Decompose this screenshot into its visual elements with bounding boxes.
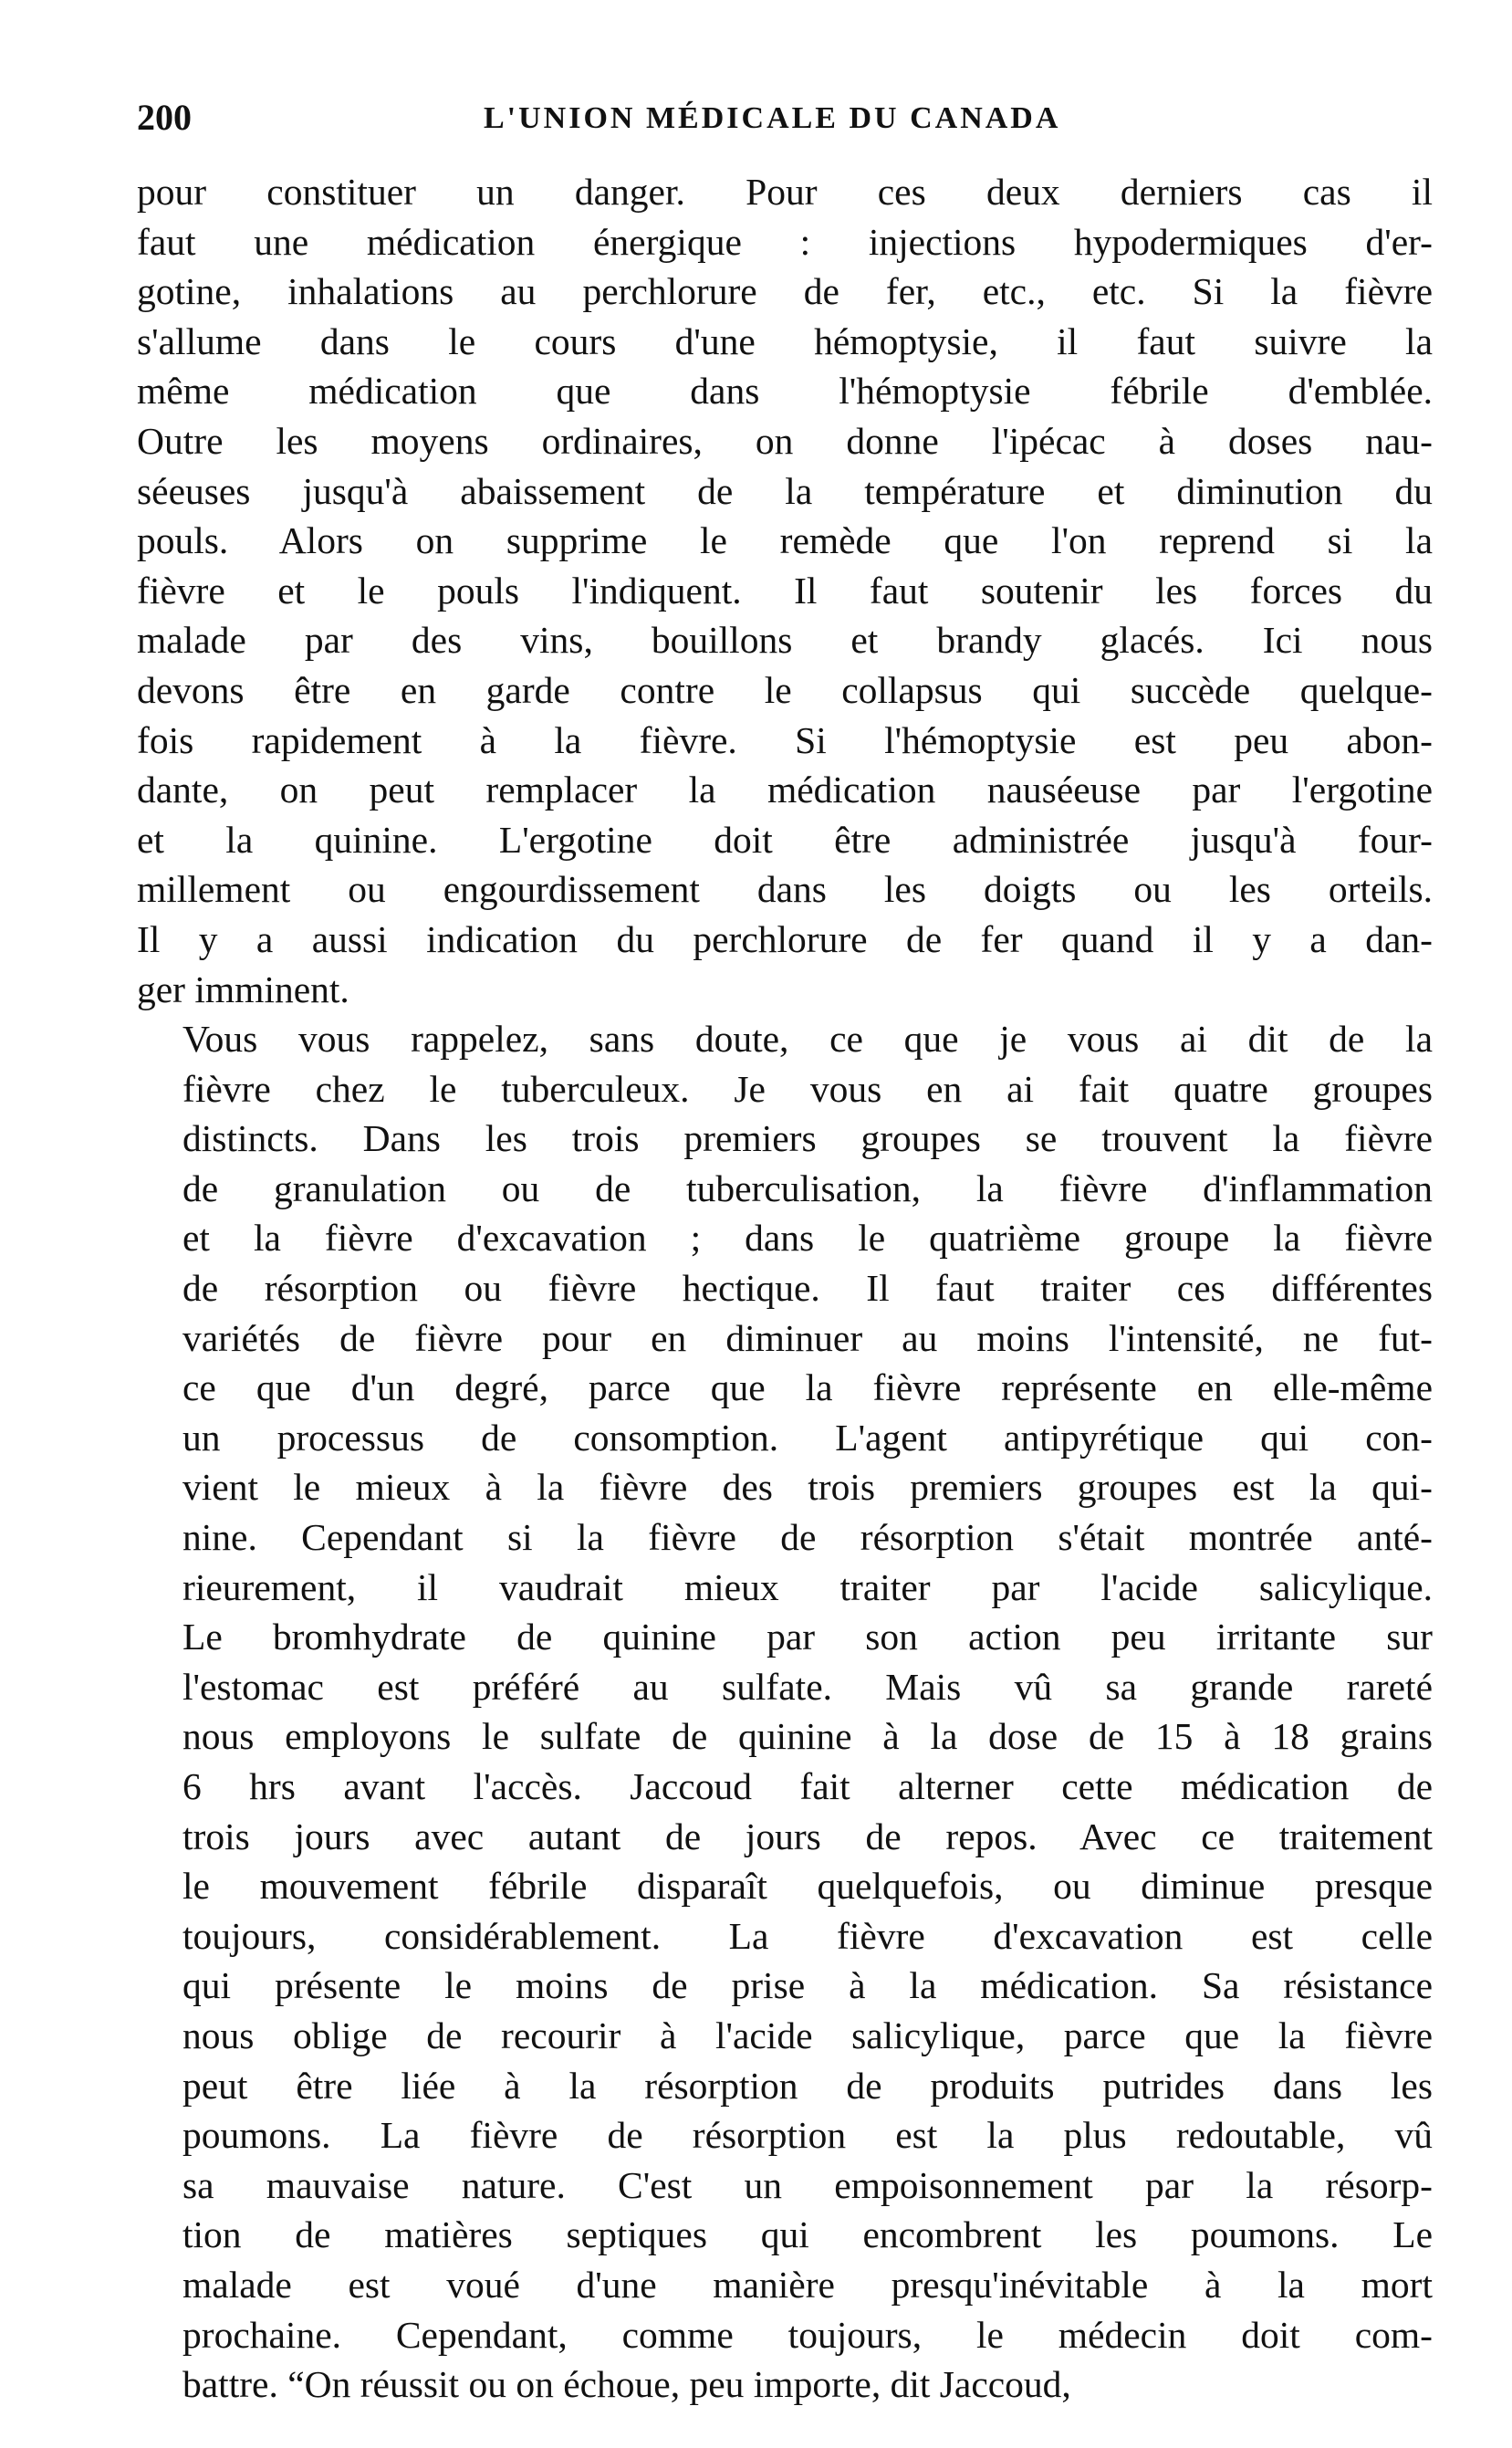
text-line: le mouvement fébrile disparaît quelquefois, ou diminue presque: [182, 1865, 1433, 1908]
text-line: l'estomac est préféré au sulfate. Mais vû sa grande rareté: [182, 1665, 1433, 1708]
page-number: 200: [137, 97, 192, 138]
paragraph: [137, 167, 1433, 1014]
text-line: toujours, considérablement. La fièvre d'excavation est celle: [182, 1914, 1433, 1957]
text-line: faut une médication énergique : injections hypodermiques d'er-: [137, 220, 1433, 263]
text-line: rieurement, il vaudrait mieux traiter par l'acide salicylique.: [182, 1565, 1433, 1608]
text-line: et la quinine. L'ergotine doit être administrée jusqu'à four-: [137, 818, 1433, 861]
text-line: ger imminent.: [137, 968, 349, 1010]
text-line: nous oblige de recourir à l'acide salicylique, parce que la fièvre: [182, 2014, 1433, 2056]
text-line: prochaine. Cependant, comme toujours, le médecin doit com-: [182, 2313, 1433, 2356]
text-line: fièvre chez le tuberculeux. Je vous en ai fait quatre groupes: [182, 1067, 1433, 1110]
text-line: variétés de fièvre pour en diminuer au moins l'intensité, ne fut-: [182, 1316, 1433, 1359]
text-line: dante, on peut remplacer la médication nauséeuse par l'ergotine: [137, 769, 1433, 811]
text-line: poumons. La fièvre de résorption est la plus redoutable, vû: [182, 2114, 1433, 2157]
text-line: vient le mieux à la fièvre des trois premiers groupes est la qui-: [182, 1466, 1433, 1509]
text-line: Le bromhydrate de quinine par son action peu irritante sur: [182, 1616, 1433, 1658]
page-header: [137, 87, 1433, 151]
text-line: trois jours avec autant de jours de repos. Avec ce traitement: [182, 1815, 1433, 1857]
text-line: Vous vous rappelez, sans doute, ce que je vous ai dit de la: [182, 1018, 1433, 1061]
text-line: peut être liée à la résorption de produits putrides dans les: [182, 2064, 1433, 2107]
text-line: fois rapidement à la fièvre. Si l'hémoptysie est peu abon-: [137, 718, 1433, 761]
text-line: gotine, inhalations au perchlorure de fer, etc., etc. Si la fièvre: [137, 270, 1433, 313]
paragraph: [137, 1014, 1433, 2410]
text-line: Il y a aussi indication du perchlorure de fer quand il y a dan-: [137, 917, 1433, 960]
text-line: devons être en garde contre le collapsus qui succède quelque-: [137, 668, 1433, 711]
book-page: [137, 87, 1433, 2410]
text-line: millement ou engourdissement dans les doigts ou les orteils.: [137, 868, 1433, 911]
text-line: malade est voué d'une manière presqu'inévitable à la mort: [182, 2263, 1433, 2306]
text-line: Outre les moyens ordinaires, on donne l'ipécac à doses nau-: [137, 419, 1433, 462]
text-line: distincts. Dans les trois premiers groupes se trouvent la fièvre: [182, 1117, 1433, 1160]
text-line: un processus de consomption. L'agent antipyrétique qui con-: [182, 1416, 1433, 1459]
running-title: L'UNION MÉDICALE DU CANADA: [484, 101, 1061, 135]
text-line: et la fièvre d'excavation ; dans le quatrième groupe la fièvre: [182, 1217, 1433, 1260]
text-line: 6 hrs avant l'accès. Jaccoud fait alterner cette médication de: [182, 1765, 1433, 1807]
text-line: tion de matières septiques qui encombrent les poumons. Le: [182, 2213, 1433, 2256]
text-line: fièvre et le pouls l'indiquent. Il faut soutenir les forces du: [137, 569, 1433, 612]
text-line: de granulation ou de tuberculisation, la fièvre d'inflammation: [182, 1166, 1433, 1209]
text-line: malade par des vins, bouillons et brandy glacés. Ici nous: [137, 619, 1433, 662]
text-line: nine. Cependant si la fièvre de résorption s'était montrée anté-: [182, 1516, 1433, 1559]
text-line: séeuses jusqu'à abaissement de la température et diminution du: [137, 469, 1433, 512]
text-line: sa mauvaise nature. C'est un empoisonnement par la résorp-: [182, 2163, 1433, 2206]
text-line: de résorption ou fièvre hectique. Il faut traiter ces différentes: [182, 1267, 1433, 1310]
text-line: nous employons le sulfate de quinine à la dose de 15 à 18 grains: [182, 1715, 1433, 1758]
body-text: [137, 167, 1433, 2410]
text-line: même médication que dans l'hémoptysie fébrile d'emblée.: [137, 370, 1433, 413]
text-line: battre. “On réussit ou on échoue, peu importe, dit Jaccoud,: [182, 2363, 1071, 2406]
text-line: pour constituer un danger. Pour ces deux derniers cas il: [137, 171, 1433, 213]
text-line: pouls. Alors on supprime le remède que l'on reprend si la: [137, 519, 1433, 562]
text-line: s'allume dans le cours d'une hémoptysie, il faut suivre la: [137, 319, 1433, 362]
text-line: qui présente le moins de prise à la médication. Sa résistance: [182, 1964, 1433, 2007]
text-line: ce que d'un degré, parce que la fièvre représente en elle-même: [182, 1366, 1433, 1409]
